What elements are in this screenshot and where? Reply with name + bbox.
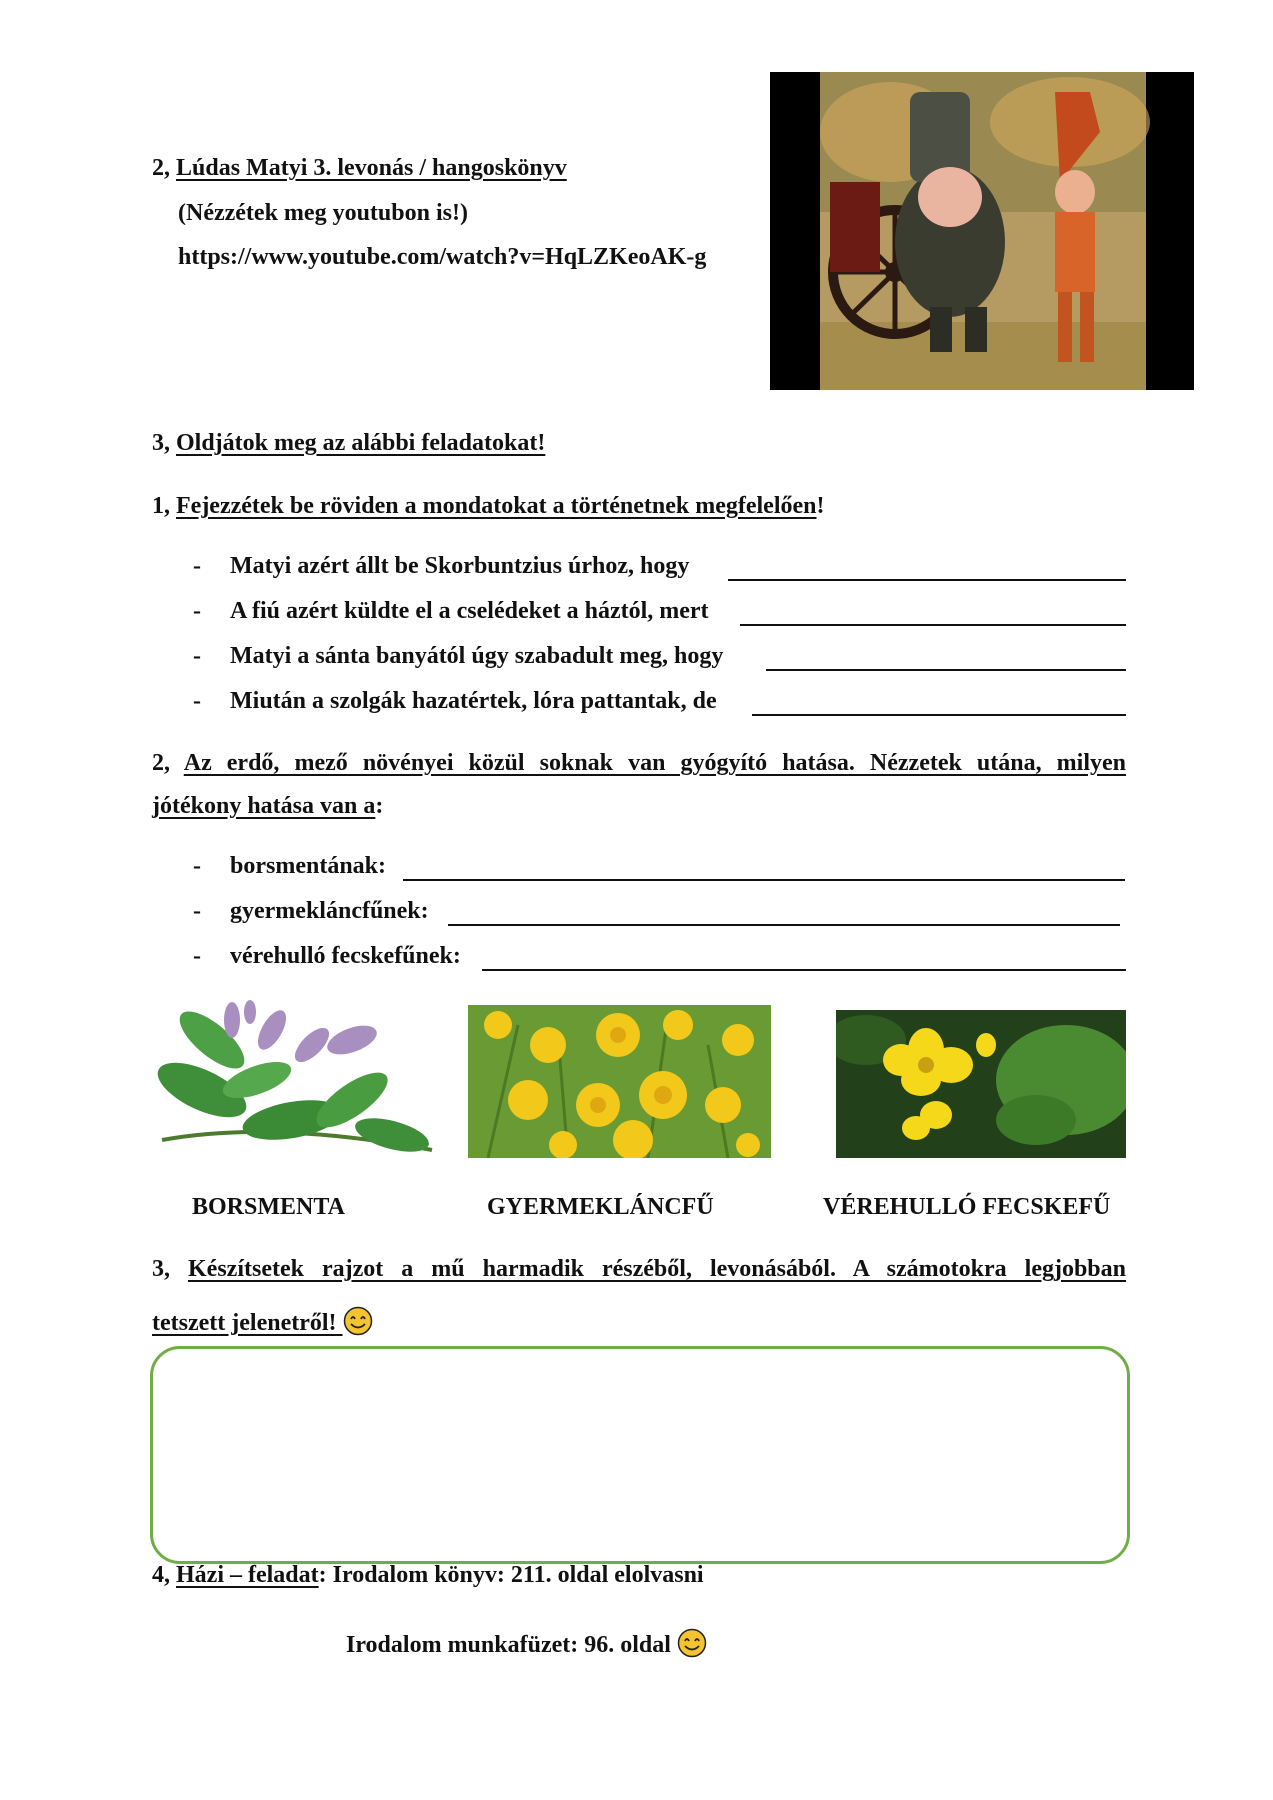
sub1-item-4: Miután a szolgák hazatértek, lóra pattantak, de [230,688,717,714]
sub1-bullet-3: - [193,643,201,669]
mint-image [152,1000,442,1158]
sub1-title: Fejezzétek be röviden a mondatokat a történetnek megfelelően [176,493,817,519]
sub1-bullet-4: - [193,688,201,714]
sub1-item-2: A fiú azért küldte el a cselédeket a háztól, mert [230,598,709,624]
cartoon-image [770,72,1194,390]
sub3-title-1: Készítsetek rajzot a mű harmadik részéből, levonásából. A számotokra legjobban [188,1256,1127,1282]
task4-line1: 4, Házi – feladat: Irodalom könyv: 211. oldal elolvasni [152,1562,704,1588]
youtube-link[interactable]: https://www.youtube.com/watch?v=HqLZKeoAK-g [178,244,707,270]
task4-line2: Irodalom munkafüzet: 96. oldal [346,1628,707,1665]
smiley-icon [343,1306,373,1343]
cartoon-illustration [770,72,1194,390]
sub3-heading-line2 [152,1306,373,1343]
smiley-icon-2 [677,1628,707,1665]
sub2-bullet-2: - [193,898,201,924]
answer-line-2[interactable] [740,602,1126,626]
sub2-item-1: borsmentának: [230,853,387,879]
sub1-bullet-2: - [193,598,201,624]
answer-line-4[interactable] [752,692,1126,716]
sub2-heading-line2: jótékony hatása van a: [152,793,384,819]
drawing-area[interactable] [150,1346,1130,1564]
sub1-item-1: Matyi azért állt be Skorbuntzius úrhoz, hogy [230,553,690,579]
caption-mint: BORSMENTA [192,1194,345,1220]
task4-label: Házi – feladat [176,1562,319,1588]
caption-celandine: VÉREHULLÓ FECSKEFŰ [823,1194,1111,1220]
sub2-item-3: vérehulló fecskefűnek: [230,943,461,969]
task3-title: Oldjátok meg az alábbi feladatokat! [176,430,546,456]
answer-line-mint[interactable] [403,857,1125,881]
sub3-title-2: tetszett jelenetről! [152,1310,337,1337]
answer-line-3[interactable] [766,647,1126,671]
sub2-title-1: Az erdő, mező növényei közül soknak van gyógyító hatása. Nézzetek utána, milyen [183,750,1126,776]
sub2-title-2: jótékony hatása van a [152,793,376,819]
dandelion-illustration [468,1005,771,1158]
task3-heading: 3, Oldjátok meg az alábbi feladatokat! [152,430,546,456]
sub1-heading: 1, Fejezzétek be röviden a mondatokat a történetnek megfelelően! [152,493,825,519]
task2-note: (Nézzétek meg youtubon is!) [178,200,468,226]
sub2-bullet-1: - [193,853,201,879]
mint-illustration [152,1000,442,1158]
caption-dandelion: GYERMEKLÁNCFŰ [487,1194,714,1220]
answer-line-celandine[interactable] [482,947,1126,971]
task2-title: Lúdas Matyi 3. levonás / hangoskönyv [176,155,567,181]
sub1-item-3: Matyi a sánta banyától úgy szabadult meg, hogy [230,643,724,669]
sub3-heading-line1: 3, Készítsetek rajzot a mű harmadik részéből, levonásából. A számotokra legjobban [152,1256,1127,1282]
sub2-bullet-3: - [193,943,201,969]
task2-heading: 2, Lúdas Matyi 3. levonás / hangoskönyv [152,155,567,181]
answer-line-1[interactable] [728,557,1126,581]
celandine-illustration [836,1010,1126,1158]
dandelion-image [468,1005,771,1158]
sub2-heading-line1: 2, Az erdő, mező növényei közül soknak van gyógyító hatása. Nézzetek utána, milyen [152,750,1126,776]
celandine-image [836,1010,1126,1158]
sub2-item-2: gyermekláncfűnek: [230,898,429,924]
answer-line-dandelion[interactable] [448,902,1120,926]
sub1-bullet-1: - [193,553,201,579]
